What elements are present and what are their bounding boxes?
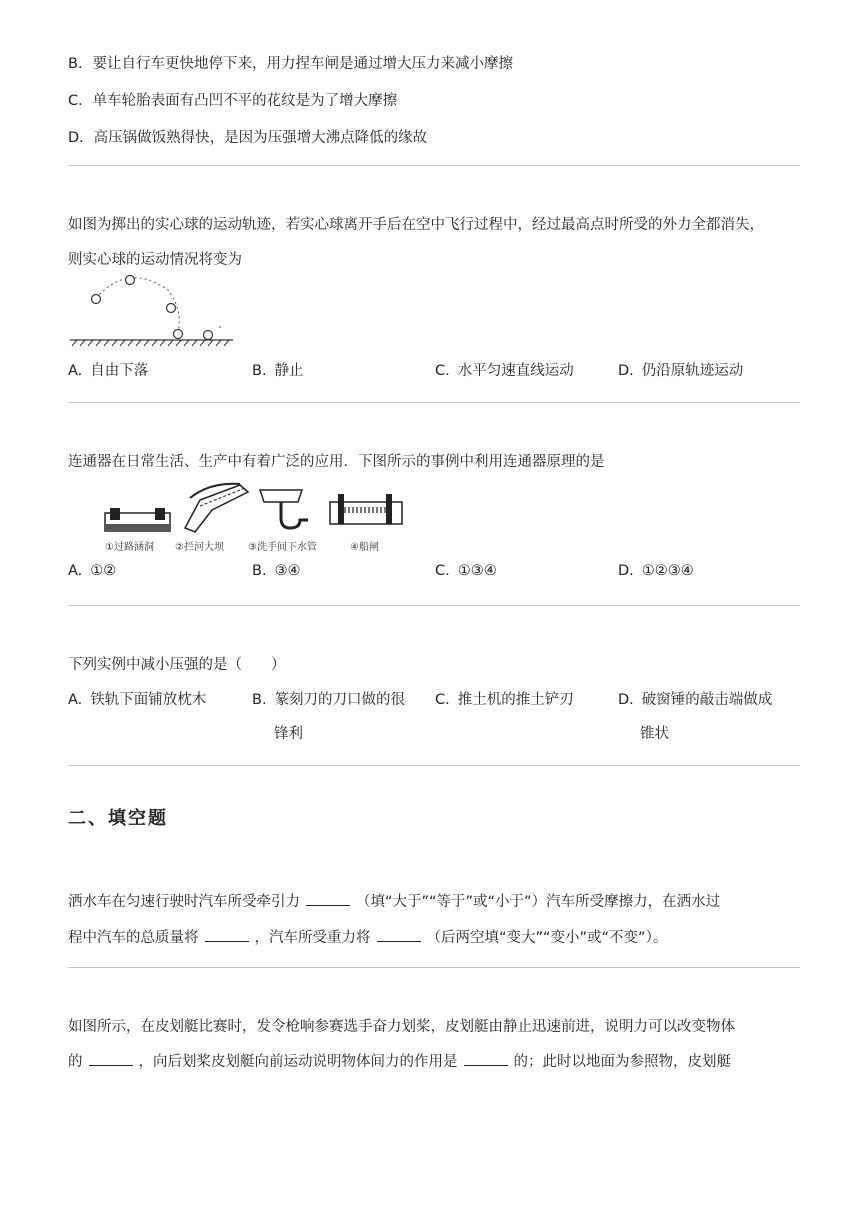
section-title: 二、填空题 xyxy=(68,808,168,829)
divider xyxy=(68,165,800,166)
q1-option-c[interactable] xyxy=(435,359,574,380)
option-text: 静止 xyxy=(274,363,304,379)
divider xyxy=(68,402,800,403)
option-letter: D. xyxy=(618,363,634,379)
option-text: 篆刻刀的刀口做的很 xyxy=(274,692,406,708)
answer-blank[interactable] xyxy=(464,1053,508,1066)
option-letter: A. xyxy=(68,563,83,579)
option-text: 破窗锤的敲击端做成 xyxy=(641,692,773,708)
divider xyxy=(68,605,800,606)
option-letter: C. xyxy=(435,563,450,579)
q4-text: （填“大于”“等于”或“小于”）汽车所受摩擦力，在洒水过 xyxy=(356,894,721,910)
caption-dam: ②拦河大坝 xyxy=(175,542,224,553)
prev-option-c: C．单车轮胎表面有凸凹不平的花纹是为了增大摩擦 xyxy=(68,93,398,109)
q2-option-d[interactable] xyxy=(618,563,694,579)
q3-stem: 下列实例中减小压强的是（ ） xyxy=(68,657,286,673)
option-text: 自由下落 xyxy=(90,363,149,379)
answer-blank[interactable] xyxy=(377,929,421,942)
option-text: 水平匀速直线运动 xyxy=(457,363,574,379)
q3-option-b-wrap: 锋利 xyxy=(274,726,303,742)
option-text: ③④ xyxy=(274,563,301,579)
q2-stem: 连通器在日常生活、生产中有着广泛的应用．下图所示的事例中利用连通器原理的是 xyxy=(68,454,605,470)
q4-line2 xyxy=(68,926,667,947)
q1-option-b[interactable] xyxy=(252,359,304,380)
divider xyxy=(68,765,800,766)
connected-vessels-figure xyxy=(100,480,410,556)
q2-option-b[interactable] xyxy=(252,563,301,579)
q3-option-a[interactable] xyxy=(68,688,206,709)
caption-ship-lock: ④船闸 xyxy=(350,542,379,553)
option-letter: B. xyxy=(252,692,267,708)
ball-trajectory-figure xyxy=(68,270,238,350)
option-letter: D. xyxy=(618,563,634,579)
caption-drain-pipe: ③洗手间下水管 xyxy=(248,542,317,553)
answer-blank[interactable] xyxy=(205,929,249,942)
q3-option-b[interactable] xyxy=(252,688,405,709)
q4-text: 程中汽车的总质量将 xyxy=(68,930,199,946)
q2-option-c[interactable] xyxy=(435,563,497,579)
prev-option-b: B．要让自行车更快地停下来，用力捏车闸是通过增大压力来减小摩擦 xyxy=(68,56,513,72)
option-letter: B. xyxy=(252,563,267,579)
q3-option-c[interactable] xyxy=(435,688,574,709)
q5-text: 的；此时以地面为参照物，皮划艇 xyxy=(513,1054,731,1070)
option-letter: A. xyxy=(68,363,83,379)
prev-option-d: D．高压锅做饭熟得快，是因为压强增大沸点降低的缘故 xyxy=(68,130,428,146)
option-text: 推土机的推土铲刃 xyxy=(457,692,574,708)
caption-culvert: ①过路涵洞 xyxy=(105,542,154,553)
q4-text: 洒水车在匀速行驶时汽车所受牵引力 xyxy=(68,894,300,910)
option-text: ①②③④ xyxy=(641,563,694,579)
q4-text: （后两空填“变大”“变小”或“不变”）。 xyxy=(426,930,668,946)
option-text: 仍沿原轨迹运动 xyxy=(641,363,744,379)
q4-line1 xyxy=(68,890,720,911)
q3-option-d[interactable] xyxy=(618,688,772,709)
option-letter: D. xyxy=(618,692,634,708)
option-letter: C. xyxy=(435,363,450,379)
option-text: ①③④ xyxy=(457,563,497,579)
q5-text: 的 xyxy=(68,1054,83,1070)
divider xyxy=(68,967,800,968)
q1-option-d[interactable] xyxy=(618,359,743,380)
q4-text: ，汽车所受重力将 xyxy=(254,930,371,946)
q2-option-a[interactable] xyxy=(68,563,116,579)
answer-blank[interactable] xyxy=(89,1053,133,1066)
option-letter: B. xyxy=(252,363,267,379)
option-letter: C. xyxy=(435,692,450,708)
q5-line2 xyxy=(68,1050,731,1071)
q3-option-d-wrap: 锥状 xyxy=(640,726,669,742)
option-text: 铁轨下面铺放枕木 xyxy=(90,692,207,708)
q5-line1: 如图所示，在皮划艇比赛时，发令枪响参赛选手奋力划桨，皮划艇由静止迅速前进，说明力可以改变物体 xyxy=(68,1019,735,1035)
q1-stem-line2: 则实心球的运动情况将变为 xyxy=(68,252,242,268)
q1-stem-line1: 如图为掷出的实心球的运动轨迹，若实心球离开手后在空中飞行过程中，经过最高点时所受的外力全都消失， xyxy=(68,217,764,233)
option-text: ①② xyxy=(90,563,117,579)
q5-text: ，向后划桨皮划艇向前运动说明物体间力的作用是 xyxy=(138,1054,458,1070)
answer-blank[interactable] xyxy=(306,893,350,906)
option-letter: A. xyxy=(68,692,83,708)
q1-option-a[interactable] xyxy=(68,359,148,380)
